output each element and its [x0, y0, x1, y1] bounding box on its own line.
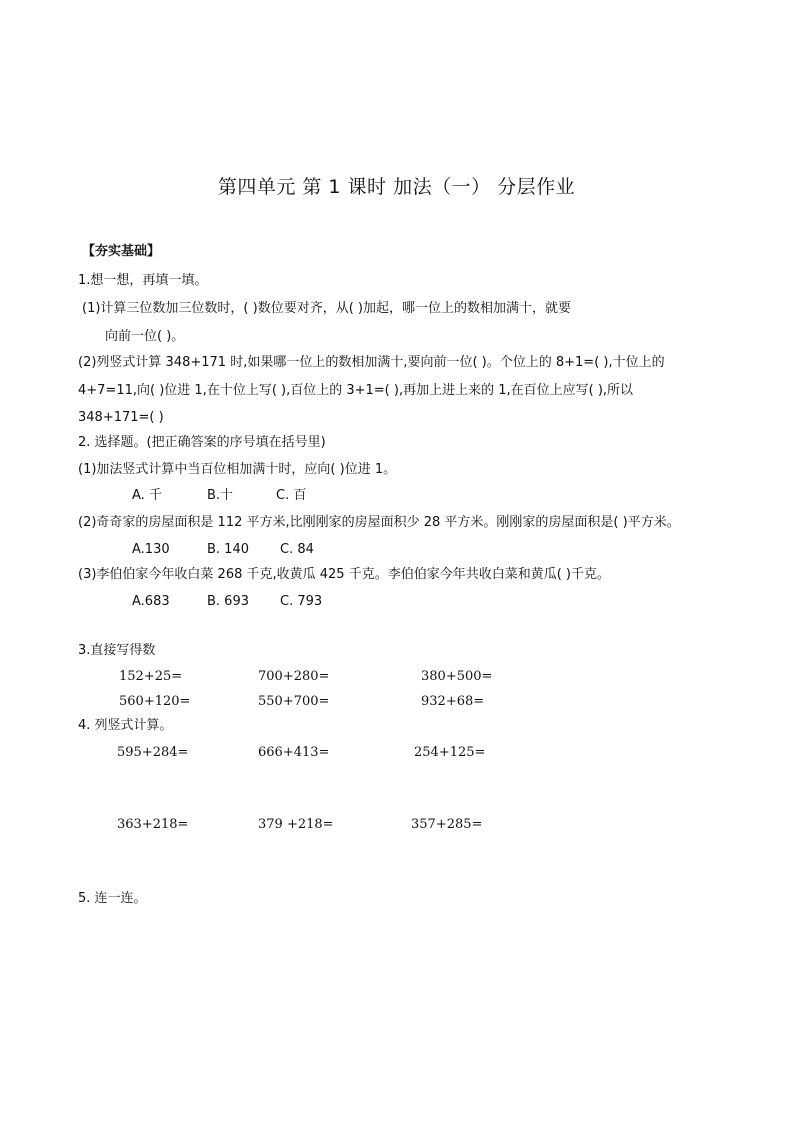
section-label: 【夯实基础】 [82, 244, 161, 259]
q1-heading: 1.想一想，再填一填。 [78, 273, 208, 288]
q4-problem: 595+284= [117, 745, 189, 760]
q2-sub1: (1)加法竖式计算中当百位相加满十时，应向( )位进 1。 [78, 462, 397, 477]
q4-problem: 379 +218= [258, 817, 334, 832]
q2-sub3-option-c: C. 793 [280, 594, 323, 609]
q5-heading: 5. 连一连。 [78, 891, 147, 906]
q3-problem: 550+700= [258, 694, 330, 709]
q2-sub1-option-b: B.十 [207, 488, 234, 503]
q1-part2-line2: 4+7=11,向( )位进 1,在十位上写( ),百位上的 3+1=( ),再加上进上来的 1,在百位上应写( ),所以 [78, 383, 634, 398]
q1-part2-line1: (2)列竖式计算 348+171 时,如果哪一位上的数相加满十,要向前一位( )。个位上的 8+1=( ),十位上的 [78, 355, 665, 370]
q2-sub3: (3)李伯伯家今年收白菜 268 千克,收黄瓜 425 千克。李伯伯家今年共收白菜和黄瓜( )千克。 [78, 567, 610, 582]
q4-problem: 254+125= [414, 745, 486, 760]
q1-part1-line2: 向前一位( )。 [105, 329, 185, 344]
q2-sub1-option-a: A. 千 [132, 488, 162, 503]
q2-sub3-option-a: A.683 [132, 594, 170, 609]
q3-heading: 3.直接写得数 [78, 643, 156, 658]
q4-problem: 666+413= [258, 745, 330, 760]
q2-sub1-option-c: C. 百 [276, 488, 307, 503]
q1-part2-line3: 348+171=( ) [78, 410, 164, 425]
q3-problem: 932+68= [421, 694, 485, 709]
q3-problem: 700+280= [258, 669, 330, 684]
q3-problem: 560+120= [119, 694, 191, 709]
q2-sub2-option-b: B. 140 [207, 542, 249, 557]
q3-problem: 380+500= [421, 669, 493, 684]
q1-part1-line1: (1)计算三位数加三位数时，( )数位要对齐，从( )加起，哪一位上的数相加满十，就要 [82, 301, 571, 316]
q2-heading: 2. 选择题。(把正确答案的序号填在括号里) [78, 435, 326, 450]
q4-problem: 363+218= [117, 817, 189, 832]
q3-problem: 152+25= [119, 669, 183, 684]
q2-sub2-option-a: A.130 [132, 542, 170, 557]
q2-sub2: (2)奇奇家的房屋面积是 112 平方米,比刚刚家的房屋面积少 28 平方米。刚刚家的房屋面积是( )平方米。 [78, 515, 680, 530]
q2-sub3-option-b: B. 693 [207, 594, 249, 609]
q4-problem: 357+285= [411, 817, 483, 832]
q4-heading: 4. 列竖式计算。 [78, 718, 173, 733]
q2-sub2-option-c: C. 84 [280, 542, 314, 557]
page-title: 第四单元 第 1 课时 加法（一） 分层作业 [217, 176, 576, 198]
